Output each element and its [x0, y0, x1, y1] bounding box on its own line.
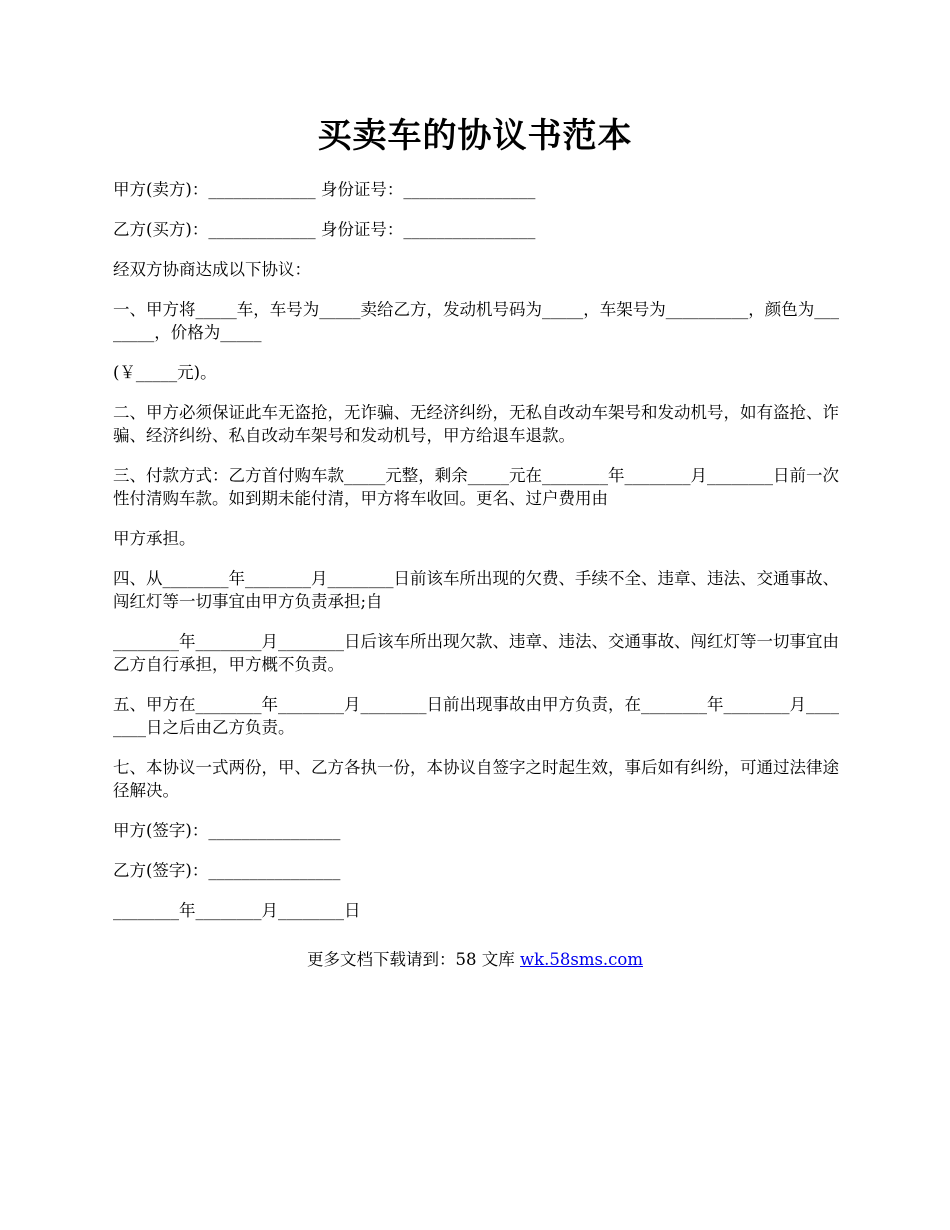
clause-3: 三、付款方式：乙方首付购车款_____元整，剩余_____元在________年________月________日前一次性付清购车款。如到期未能付清，甲方将车收回。更名、过户费用由 — [113, 466, 839, 508]
signing-date: ________年________月________日 — [113, 901, 361, 920]
footer-link[interactable]: wk.58sms.com — [519, 950, 643, 969]
footer — [0, 948, 950, 972]
clause-1-price: (￥_____元)。 — [113, 363, 217, 382]
clause-7: 七、本协议一式两份，甲、乙方各执一份，本协议自签字之时起生效，事后如有纠纷，可通过法律途径解决。 — [113, 758, 839, 800]
clause-2: 二、甲方必须保证此车无盗抢，无诈骗、无经济纠纷，无私自改动车架号和发动机号，如有盗抢、诈骗、经济纠纷、私自改动车架号和发动机号，甲方给退车退款。 — [113, 403, 839, 445]
party-b-line: 乙方(买方)：_____________ 身份证号：________________ — [113, 220, 536, 239]
clause-4: 四、从________年________月________日前该车所出现的欠费、手续不全、违章、违法、交通事故、闯红灯等一切事宜由甲方负责承担;自 — [113, 569, 839, 611]
document-body — [113, 178, 839, 939]
party-b-signature: 乙方(签字)：________________ — [113, 861, 341, 880]
party-a-signature: 甲方(签字)：________________ — [113, 821, 341, 840]
clause-5: 五、甲方在________年________月________日前出现事故由甲方负责，在________年________月________日之后由乙方负责。 — [113, 695, 839, 737]
party-a-line: 甲方(卖方)：_____________ 身份证号：________________ — [113, 180, 536, 199]
agreement-intro: 经双方协商达成以下协议： — [113, 260, 311, 279]
footer-text: 更多文档下载请到：58 文库 — [306, 950, 520, 969]
clause-4-continued: ________年________月________日后该车所出现欠款、违章、违法、交通事故、闯红灯等一切事宜由乙方自行承担，甲方概不负责。 — [113, 632, 839, 674]
clause-1: 一、甲方将_____车，车号为_____卖给乙方，发动机号码为_____，车架号为__________，颜色为________，价格为_____ — [113, 300, 839, 342]
document-title: 买卖车的协议书范本 — [317, 116, 633, 156]
clause-3-continued: 甲方承担。 — [113, 529, 196, 548]
